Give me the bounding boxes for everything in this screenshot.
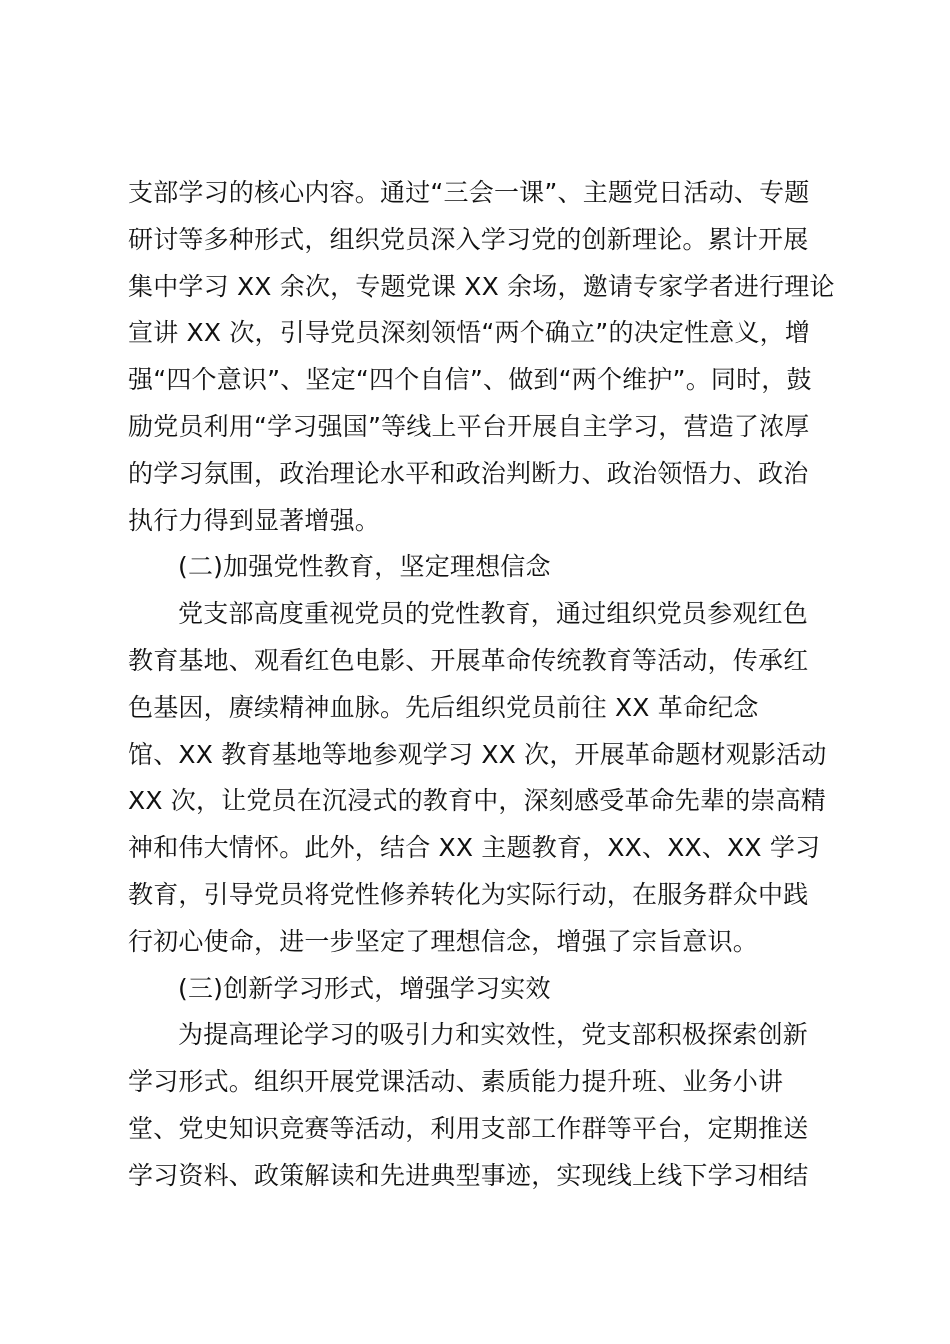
text-line: 强“四个意识”、坚定“四个自信”、做到“两个维护”。同时，鼓 [128,365,812,395]
text-line: 集中学习 XX 余次，专题党课 XX 余场，邀请专家学者进行理论 [128,271,835,301]
text-line: (二)加强党性教育，坚定理想信念 [178,552,551,582]
text-line: 堂、党史知识竞赛等活动，利用支部工作群等平台，定期推送 [128,1113,809,1143]
text-line: 执行力得到显著增强。 [128,505,381,535]
text-line: 教育，引导党员将党性修养转化为实际行动，在服务群众中践 [128,879,809,909]
text-line: 的学习氛围，政治理论水平和政治判断力、政治领悟力、政治 [128,458,809,488]
text-line: 学习形式。组织开展党课活动、素质能力提升班、业务小讲 [128,1067,784,1097]
text-line: 党支部高度重视党员的党性教育，通过组织党员参观红色 [178,599,809,629]
text-line: 馆、XX 教育基地等地参观学习 XX 次，开展革命题材观影活动 [128,739,827,769]
text-line: 神和伟大情怀。此外，结合 XX 主题教育，XX、XX、XX 学习 [128,833,821,863]
text-line: 研讨等多种形式，组织党员深入学习党的创新理论。累计开展 [128,224,809,254]
text-line: 励党员利用“学习强国”等线上平台开展自主学习，营造了浓厚 [128,411,810,441]
text-line: XX 次，让党员在沉浸式的教育中，深刻感受革命先辈的崇高精 [128,786,827,816]
text-line: 为提高理论学习的吸引力和实效性，党支部积极探索创新 [178,1020,809,1050]
text-line: (三)创新学习形式，增强学习实效 [178,973,551,1003]
text-line: 宣讲 XX 次，引导党员深刻领悟“两个确立”的决定性意义，增 [128,318,811,348]
text-line: 行初心使命，进一步坚定了理想信念，增强了宗旨意识。 [128,926,759,956]
text-line: 色基因，赓续精神血脉。先后组织党员前往 XX 革命纪念 [128,692,759,722]
text-line: 教育基地、观看红色电影、开展革命传统教育等活动，传承红 [128,645,809,675]
text-line: 学习资料、政策解读和先进典型事迹，实现线上线下学习相结 [128,1160,809,1190]
text-line: 支部学习的核心内容。通过“三会一课”、主题党日活动、专题 [128,178,810,207]
document-body [128,170,838,1200]
